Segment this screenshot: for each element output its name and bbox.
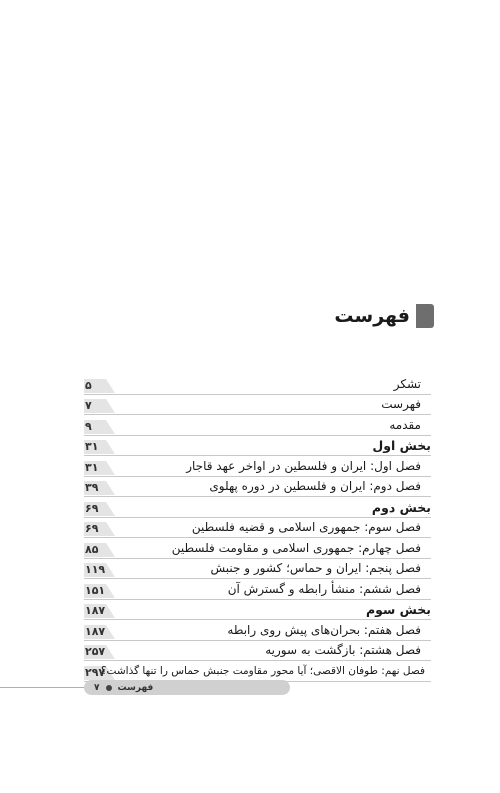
toc-part-label: بخش اول <box>372 438 431 453</box>
toc-entry-label: فصل هفتم: بحران‌های پیش روی رابطه <box>227 622 421 637</box>
page-tab-slant <box>106 584 115 598</box>
page-tab-slant <box>106 379 115 393</box>
toc-page-number: ۳۱ <box>85 460 99 474</box>
toc-page-number: ۲۹۷ <box>85 665 106 679</box>
toc-entry-label: فصل چهارم: جمهوری اسلامی و مقاومت فلسطین <box>171 540 421 555</box>
page-tab-slant <box>106 645 115 659</box>
page-tab-slant <box>106 440 115 454</box>
toc-entry-label: فصل نهم: طوفان الاقصی؛ آیا محور مقاومت جنبش حماس را تنها گذاشت؟ <box>100 664 425 677</box>
toc-heading <box>334 304 434 328</box>
toc-entry-row <box>84 579 431 600</box>
toc-entry-label: تشکر <box>393 376 421 391</box>
toc-part-label: بخش دوم <box>371 499 431 515</box>
page-tab-slant <box>106 522 115 536</box>
footer-page-number: ۷ <box>94 682 100 693</box>
page-tab-slant <box>106 420 115 434</box>
toc-page-number: ۳۹ <box>85 481 99 494</box>
toc-part-label: بخش سوم <box>365 602 431 617</box>
toc-entry-row <box>84 518 431 539</box>
heading-marker <box>416 304 434 328</box>
page-tab-slant <box>106 399 115 413</box>
page-tab-slant <box>106 502 115 516</box>
footer-group <box>94 683 153 693</box>
toc-entry-label: فصل پنجم: ایران و حماس؛ کشور و جنبش <box>210 561 421 575</box>
toc-entry-label: مقدمه <box>389 417 421 432</box>
toc-page-number: ۵ <box>85 378 92 392</box>
toc-entry-label: فصل هشتم: بازگشت به سوریه <box>265 643 421 657</box>
toc-page-number: ۶۹ <box>85 522 99 535</box>
toc-entry-row <box>84 538 431 559</box>
page-tab-slant <box>106 604 115 618</box>
toc-part-row <box>84 497 431 518</box>
toc-page-number: ۱۸۷ <box>85 604 106 617</box>
footer-section-title: فهرست <box>117 682 154 693</box>
toc-entry-row <box>84 661 431 682</box>
page-tab-slant <box>106 543 115 557</box>
toc-part-row <box>84 436 431 457</box>
toc-page-number: ۱۵۱ <box>85 583 106 597</box>
toc-page-number: ۸۵ <box>85 542 99 556</box>
page-tab-slant <box>106 481 115 495</box>
page-tab-slant <box>106 625 115 639</box>
toc-entry-label: فصل سوم: جمهوری اسلامی و قضیه فلسطین <box>191 520 421 534</box>
toc-page-number: ۱۱۹ <box>85 563 106 576</box>
toc-entry-row <box>84 374 431 395</box>
toc-entry-label: فهرست <box>381 397 421 411</box>
footer-dot-icon <box>106 685 112 691</box>
toc-page-number: ۲۵۷ <box>85 645 106 658</box>
toc-page-number: ۱۸۷ <box>85 624 106 638</box>
page-tab-slant <box>106 461 115 475</box>
table-of-contents <box>84 374 431 682</box>
toc-entry-row <box>84 620 431 641</box>
toc-part-row <box>84 600 431 621</box>
toc-entry-label: فصل اول: ایران و فلسطین در اواخر عهد قاجار <box>186 458 421 473</box>
toc-title: فهرست <box>334 305 410 327</box>
toc-page-number: ۷ <box>85 399 92 412</box>
toc-entry-label: فصل ششم: منشأ رابطه و گسترش آن <box>227 581 421 596</box>
toc-entry-row <box>84 477 431 498</box>
toc-entry-row <box>84 641 431 662</box>
toc-entry-row <box>84 559 431 580</box>
page-footer <box>84 680 290 695</box>
toc-entry-row <box>84 456 431 477</box>
toc-page-number: ۶۹ <box>85 501 99 515</box>
footer-rule <box>0 687 92 688</box>
page-tab-slant <box>106 563 115 577</box>
toc-page-number: ۹ <box>85 419 92 433</box>
toc-entry-row <box>84 415 431 436</box>
toc-entry-label: فصل دوم: ایران و فلسطین در دوره پهلوی <box>209 479 421 493</box>
toc-page-number: ۳۱ <box>85 440 99 453</box>
toc-entry-row <box>84 395 431 416</box>
